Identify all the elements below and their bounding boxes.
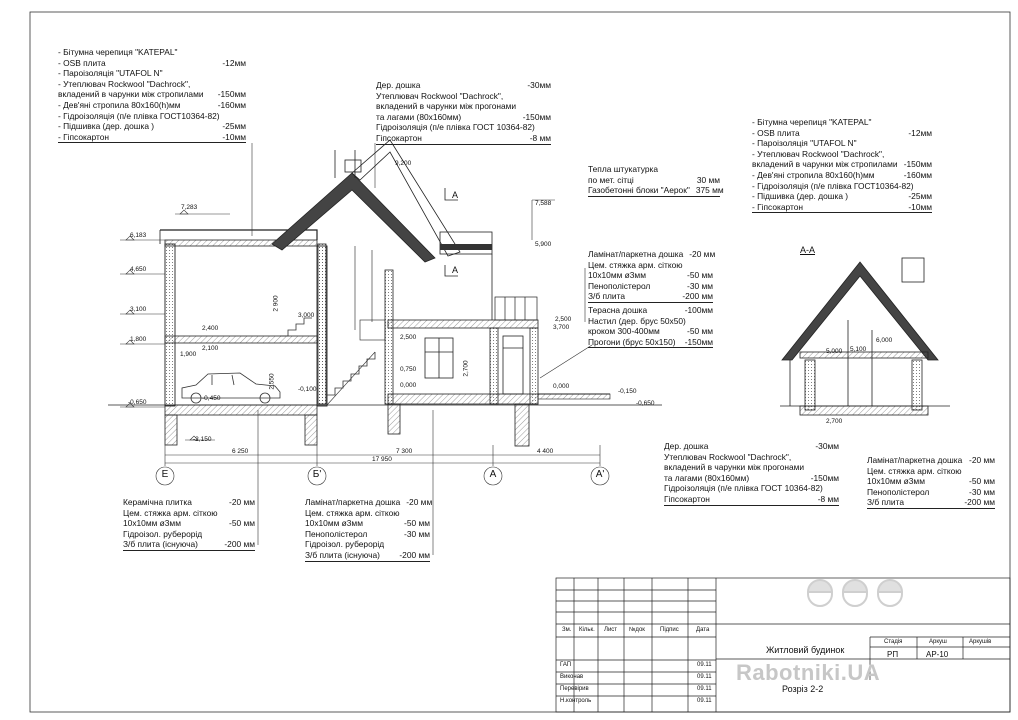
level-label: -0,650 — [128, 399, 147, 406]
stair-upper — [280, 318, 312, 336]
garage-floor-spec: Керамічна плитка -20 мм Цем. стяжка арм. сіткою 10х10мм ø3мм -50 мм Гідроізол. руберорід З/б плита (існуюча) -200 мм — [123, 497, 255, 550]
right-end-wall — [530, 328, 538, 404]
attic-floor-slab — [165, 240, 317, 246]
foundation-mid — [305, 415, 317, 445]
date: 09.11 — [697, 686, 712, 692]
floor-spec-far-right: Ламінат/паркетна дошка -20 мм Цем. стяжка арм. сіткою 10х10мм ø3мм -50 мм Пенополістерол -30 мм З/б плита -200 мм — [867, 455, 995, 508]
section-mark-bottom: А — [452, 265, 459, 275]
watermark-logo — [800, 572, 910, 612]
section-aa — [780, 258, 950, 415]
upper-right-block — [440, 232, 492, 254]
stair-lower — [327, 352, 375, 395]
level-label: 7,283 — [181, 204, 198, 211]
level-label: 4,650 — [130, 266, 147, 273]
right-block-wall — [490, 328, 498, 404]
axis-a-label: А — [489, 469, 497, 480]
garage-slab — [165, 405, 317, 415]
watermark-text: Rabotniki.UA — [736, 660, 881, 685]
upper-floor-slab — [165, 336, 317, 343]
terrace-spec: Терасна дошка -100мм Настил (дер. брус 50х50) кроком 300-400мм -50 мм Прогони (брус 50х150) -150мм — [588, 305, 713, 347]
level-label: 0,000 — [400, 382, 417, 389]
car-silhouette — [182, 373, 280, 403]
building-name: Житловий будинок — [766, 645, 845, 655]
dimension-label: 17 950 — [372, 456, 392, 463]
role-vykonav: Виконав — [560, 674, 584, 680]
sheet-value: АР-10 — [926, 650, 949, 659]
right-block-slab-top — [388, 320, 538, 328]
level-label: 6,000 — [876, 337, 893, 344]
level-label: 1,800 — [130, 336, 147, 343]
dimension-label: 7 300 — [396, 448, 413, 455]
floor-spec-right: Ламінат/паркетна дошка -20 мм Цем. стяжка арм. сіткою 10х10мм ø3мм -50 мм Пенополістерол -30 мм З/б плита -200 мм — [588, 249, 716, 302]
level-label: 2,700 — [826, 418, 843, 425]
central-wall-right — [385, 270, 393, 404]
level-label: 5,100 — [850, 346, 867, 353]
level-label: 2,400 — [202, 325, 219, 332]
foundation-right — [515, 404, 529, 446]
level-label: -2,150 — [193, 436, 212, 443]
col-zm: Зм. — [562, 627, 572, 633]
level-label: 5,000 — [826, 348, 843, 355]
foundation-left — [165, 415, 177, 445]
col-list: Лист — [604, 627, 618, 633]
central-gable-roof — [272, 173, 435, 262]
level-label: -0,450 — [202, 395, 221, 402]
dimension-label: 6 250 — [232, 448, 249, 455]
level-label: 2,100 — [202, 345, 219, 352]
role-gap: ГАП — [560, 662, 572, 668]
chimney — [345, 160, 361, 172]
col-doc: №док — [629, 627, 645, 633]
date: 09.11 — [697, 698, 712, 704]
col-kilk: Кільк. — [579, 627, 595, 633]
garage-wall-left — [165, 244, 175, 406]
wall-spec: Тепла штукатурка по мет. сітці 30 мм Газобетонні блоки "Аерок" 375 мм — [588, 164, 724, 196]
level-label: 7,588 — [535, 200, 552, 207]
window — [425, 338, 453, 378]
attic-floor-spec: Дер. дошка -30мм Утеплювач Rockwool "Dachrock", вкладений в чарунки між прогонами та лагами (80х160мм) -150мм Гідроізоляція (п/е плівка ГОСТ 10364-82) Гіпсокартон -8 мм — [376, 80, 551, 143]
sheets-header: Аркушів — [969, 639, 992, 645]
level-label: 5,900 — [535, 241, 552, 248]
door — [503, 336, 523, 394]
level-label: 1,900 — [180, 351, 197, 358]
level-label: 2,550 — [268, 373, 276, 390]
stage-value: РП — [887, 650, 899, 659]
level-label: 3,000 — [298, 312, 315, 319]
central-wall-left — [318, 244, 326, 404]
axis-a1-label: А' — [595, 469, 605, 480]
living-floor-spec: Ламінат/паркетна дошка -20 мм Цем. стяжка арм. сіткою 10х10мм ø3мм -50 мм Пенополістерол -30 мм Гідроізол. руберорід З/б плита (існуюча) -200 мм — [305, 497, 433, 560]
axis-b-label: Б' — [312, 469, 322, 480]
ceiling-spec-right: Дер. дошка -30мм Утеплювач Rockwool "Dachrock", вкладений в чарунки між прогонами та лагами (80х160мм) -150мм Гідроізоляція (п/е плівка ГОСТ 10364-82) Гіпсокартон -8 мм — [664, 441, 839, 504]
level-label: -0,100 — [298, 386, 317, 393]
dimension-label: 4 400 — [537, 448, 554, 455]
stage-header: Стадія — [884, 639, 903, 645]
date: 09.11 — [697, 662, 712, 668]
role-nkontrol: Н.контроль — [560, 698, 592, 704]
level-label: 2 900 — [272, 295, 280, 312]
section-mark-top: А — [452, 190, 459, 200]
foundation-center — [388, 404, 400, 434]
level-label: 0,750 — [400, 366, 417, 373]
level-label: -0,650 — [636, 400, 655, 407]
axis-e-label: Е — [161, 469, 169, 480]
drawing-name: Розріз 2-2 — [782, 684, 824, 694]
level-label: 2,700 — [462, 360, 470, 377]
sheet-header: Аркуш — [929, 639, 947, 645]
right-block-floor — [388, 394, 538, 404]
level-label: -0,150 — [618, 388, 637, 395]
balcony-railing — [495, 297, 537, 320]
level-label: 6,183 — [130, 232, 147, 239]
roof-spec-right: - Бітумна черепиця "KATEPAL" - OSB плита -12мм - Пароізоляція "UTAFOL N" - Утеплювач Rockwool "Dachrock", вкладений в чарунки між стропилами -150мм - Дев'яні стропила 80х160(h)мм -160мм - Гідроізоляція (п/е плівка ГОСТ10364-82) - Підшивка (дер. дошка ) -25мм - Гіпсокартон -10мм — [752, 117, 932, 212]
date: 09.11 — [697, 674, 712, 680]
role-pereviriv: Перевірив — [560, 686, 589, 692]
level-label: 9,200 — [395, 160, 412, 167]
section-aa-title: А-А — [800, 245, 816, 255]
col-sign: Підпис — [660, 627, 679, 633]
level-label: 3,700 — [553, 324, 570, 331]
level-label: 3,100 — [130, 306, 147, 313]
level-label: 0,000 — [553, 383, 570, 390]
watermark — [736, 660, 880, 686]
level-label: 2,500 — [400, 334, 417, 341]
col-date: Дата — [696, 627, 710, 633]
roof-spec-left: - Бітумна черепиця "KATEPAL" - OSB плита -12мм - Пароізоляція "UTAFOL N" - Утеплювач Rockwool "Dachrock", вкладений в чарунки між стропилами -150мм - Дев'яні стропила 80х160(h)мм -160мм - Гідроізоляція (п/е плівка ГОСТ10364-82) - Підшивка (дер. дошка ) -25мм - Гіпсокартон -10мм — [58, 47, 246, 142]
level-label: 2,500 — [555, 316, 572, 323]
